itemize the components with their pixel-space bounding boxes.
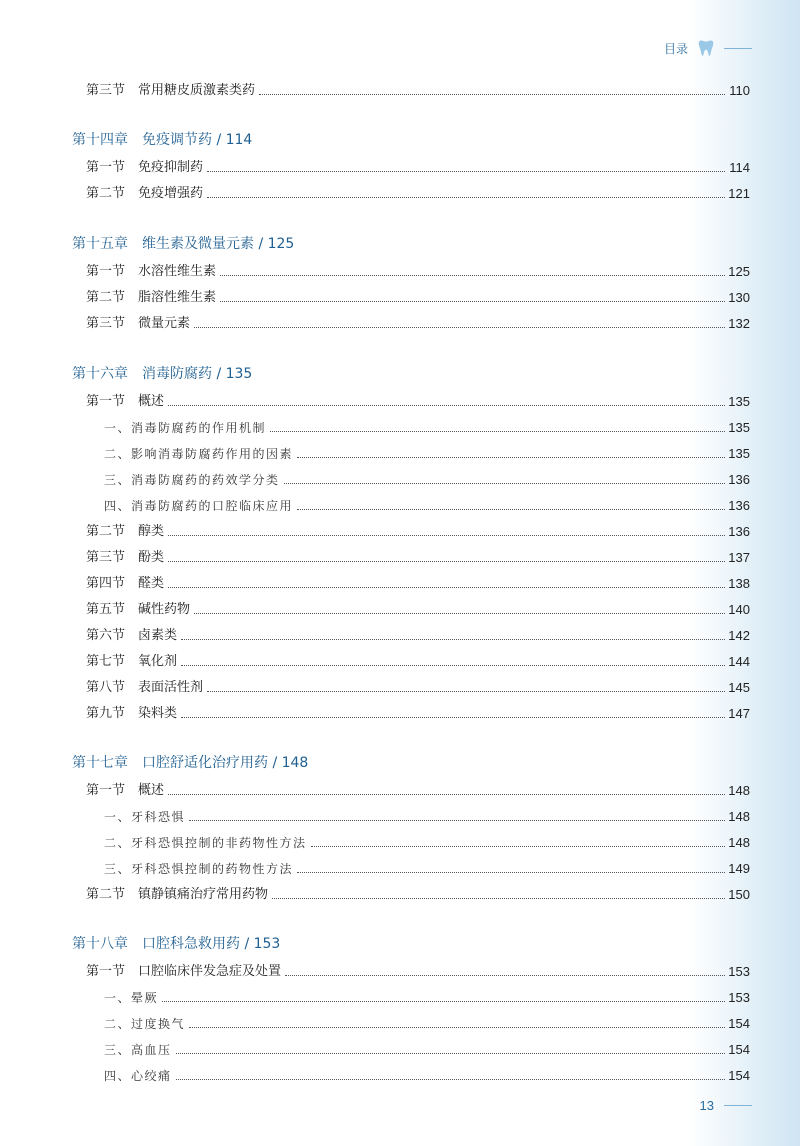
footer-rule	[724, 1105, 752, 1106]
toc-subsection-entry[interactable]	[104, 417, 750, 437]
toc-entry-page: 150	[728, 887, 750, 902]
toc-entry-page: 136	[728, 498, 750, 513]
page-footer	[700, 1098, 752, 1113]
toc-dot-leader	[168, 535, 725, 536]
toc-entry-page: 148	[728, 783, 750, 798]
toc-dot-leader	[181, 639, 725, 640]
toc-entry-page: 114	[729, 160, 750, 175]
toc-section-entry[interactable]	[86, 961, 750, 981]
toc-entry-page: 110	[729, 83, 750, 98]
toc-dot-leader	[297, 872, 725, 873]
toc-subsection-entry[interactable]	[104, 469, 750, 489]
toc-chapter-heading: 第十四章 免疫调节药 / 114	[72, 132, 253, 148]
toc-entry-page: 148	[728, 835, 750, 850]
toc-dot-leader	[168, 587, 725, 588]
toc-chapter-heading: 第十八章 口腔科急救用药 / 153	[72, 936, 281, 952]
page-number: 13	[699, 1098, 714, 1113]
toc-section-entry[interactable]	[86, 157, 750, 177]
toc-entry-page: 137	[728, 550, 750, 565]
toc-dot-leader	[297, 457, 725, 458]
toc-entry-label: 一、晕厥	[104, 991, 159, 1005]
toc-dot-leader	[189, 820, 725, 821]
toc-dot-leader	[176, 1079, 725, 1080]
toc-section-entry[interactable]	[86, 313, 750, 333]
toc-entry-page: 142	[728, 628, 750, 643]
toc-entry-label: 第一节 免疫抑制药	[86, 160, 204, 175]
toc-entry-label: 第三节 微量元素	[86, 316, 191, 331]
toc-entry-page: 148	[728, 809, 750, 824]
toc-entry-page: 153	[728, 990, 750, 1005]
toc-entry-page: 144	[728, 654, 750, 669]
toc-entry-page: 132	[728, 316, 750, 331]
toc-section-entry[interactable]	[86, 80, 750, 100]
toc-entry-label: 第一节 水溶性维生素	[86, 264, 217, 279]
toc-entry-page: 140	[728, 602, 750, 617]
toc-dot-leader	[270, 431, 725, 432]
toc-subsection-entry[interactable]	[104, 858, 750, 878]
toc-entry-label: 第五节 碱性药物	[86, 602, 191, 617]
toc-subsection-entry[interactable]	[104, 443, 750, 463]
toc-chapter-heading: 第十六章 消毒防腐药 / 135	[72, 366, 253, 382]
toc-dot-leader	[207, 171, 725, 172]
toc-entry-label: 第四节 醛类	[86, 576, 165, 591]
toc-dot-leader	[207, 691, 725, 692]
toc-dot-leader	[272, 898, 725, 899]
toc-entry-page: 154	[728, 1016, 750, 1031]
toc-entry-label: 二、过度换气	[104, 1017, 186, 1031]
toc-dot-leader	[168, 561, 725, 562]
toc-entry-page: 154	[728, 1042, 750, 1057]
header-rule	[724, 48, 752, 49]
toc-dot-leader	[284, 483, 725, 484]
toc-dot-leader	[259, 94, 725, 95]
toc-section-entry[interactable]	[86, 677, 750, 697]
toc-dot-leader	[181, 665, 725, 666]
toc-section-entry[interactable]	[86, 573, 750, 593]
toc-dot-leader	[194, 327, 725, 328]
toc-entry-label: 四、消毒防腐药的口腔临床应用	[104, 499, 294, 513]
toc-entry-page: 135	[728, 446, 750, 461]
toc-entry-label: 第三节 酚类	[86, 550, 165, 565]
toc-section-entry[interactable]	[86, 183, 750, 203]
toc-dot-leader	[181, 717, 725, 718]
toc-entry-page: 135	[728, 394, 750, 409]
toc-subsection-entry[interactable]	[104, 806, 750, 826]
toc-entry-page: 136	[728, 524, 750, 539]
toc-section-entry[interactable]	[86, 625, 750, 645]
toc-chapter-heading: 第十七章 口腔舒适化治疗用药 / 148	[72, 755, 309, 771]
toc-entry-label: 二、牙科恐惧控制的非药物性方法	[104, 836, 307, 850]
toc-dot-leader	[194, 613, 725, 614]
toc-subsection-entry[interactable]	[104, 1065, 750, 1085]
toc-entry-label: 第九节 染料类	[86, 706, 178, 721]
toc-entry-label: 第二节 醇类	[86, 524, 165, 539]
tooth-icon	[698, 39, 714, 57]
toc-dot-leader	[220, 301, 725, 302]
toc-dot-leader	[168, 405, 725, 406]
toc-entry-label: 第二节 镇静镇痛治疗常用药物	[86, 887, 269, 902]
toc-entry-label: 第八节 表面活性剂	[86, 680, 204, 695]
toc-entry-page: 154	[728, 1068, 750, 1083]
toc-dot-leader	[285, 975, 725, 976]
toc-entry-page: 149	[728, 861, 750, 876]
toc-dot-leader	[176, 1053, 725, 1054]
toc-dot-leader	[297, 509, 725, 510]
toc-dot-leader	[189, 1027, 725, 1028]
toc-entry-page: 145	[728, 680, 750, 695]
toc-dot-leader	[220, 275, 725, 276]
toc-entry-label: 一、牙科恐惧	[104, 810, 186, 824]
toc-section-entry[interactable]	[86, 391, 750, 411]
toc-subsection-entry[interactable]	[104, 987, 750, 1007]
toc-dot-leader	[207, 197, 725, 198]
toc-entry-page: 138	[728, 576, 750, 591]
toc-subsection-entry[interactable]	[104, 1013, 750, 1033]
toc-subsection-entry[interactable]	[104, 495, 750, 515]
toc-entry-label: 二、影响消毒防腐药作用的因素	[104, 447, 294, 461]
toc-entry-page: 125	[728, 264, 750, 279]
toc-section-entry[interactable]	[86, 287, 750, 307]
toc-entry-label: 第一节 概述	[86, 394, 165, 409]
toc-section-entry[interactable]	[86, 780, 750, 800]
page-header	[664, 38, 752, 58]
toc-entry-label: 第二节 脂溶性维生素	[86, 290, 217, 305]
toc-entry-label: 一、消毒防腐药的作用机制	[104, 421, 267, 435]
toc-entry-page: 135	[728, 420, 750, 435]
toc-entry-page: 153	[728, 964, 750, 979]
header-title: 目录	[663, 41, 688, 56]
toc-subsection-entry[interactable]	[104, 832, 750, 852]
toc-dot-leader	[168, 794, 725, 795]
toc-chapter-heading: 第十五章 维生素及微量元素 / 125	[72, 236, 295, 252]
toc-entry-page: 121	[728, 186, 750, 201]
toc-entry-label: 第七节 氧化剂	[86, 654, 178, 669]
toc-section-entry[interactable]	[86, 651, 750, 671]
toc-entry-label: 第一节 概述	[86, 783, 165, 798]
toc-section-entry[interactable]	[86, 599, 750, 619]
toc-entry-label: 三、高血压	[104, 1043, 172, 1057]
toc-entry-label: 第三节 常用糖皮质激素类药	[86, 83, 256, 98]
toc-section-entry[interactable]	[86, 884, 750, 904]
toc-entry-label: 四、心绞痛	[104, 1069, 172, 1083]
toc-entry-page: 147	[728, 706, 750, 721]
toc-section-entry[interactable]	[86, 261, 750, 281]
toc-entry-page: 136	[728, 472, 750, 487]
toc-section-entry[interactable]	[86, 521, 750, 541]
toc-entry-label: 三、牙科恐惧控制的药物性方法	[104, 862, 294, 876]
toc-entry-page: 130	[728, 290, 750, 305]
toc-dot-leader	[311, 846, 725, 847]
toc-entry-label: 第一节 口腔临床伴发急症及处置	[86, 964, 282, 979]
toc-entry-label: 第六节 卤素类	[86, 628, 178, 643]
toc-entry-label: 三、消毒防腐药的药效学分类	[104, 473, 280, 487]
toc-entry-label: 第二节 免疫增强药	[86, 186, 204, 201]
toc-dot-leader	[162, 1001, 725, 1002]
toc-subsection-entry[interactable]	[104, 1039, 750, 1059]
toc-section-entry[interactable]	[86, 547, 750, 567]
toc-section-entry[interactable]	[86, 703, 750, 723]
